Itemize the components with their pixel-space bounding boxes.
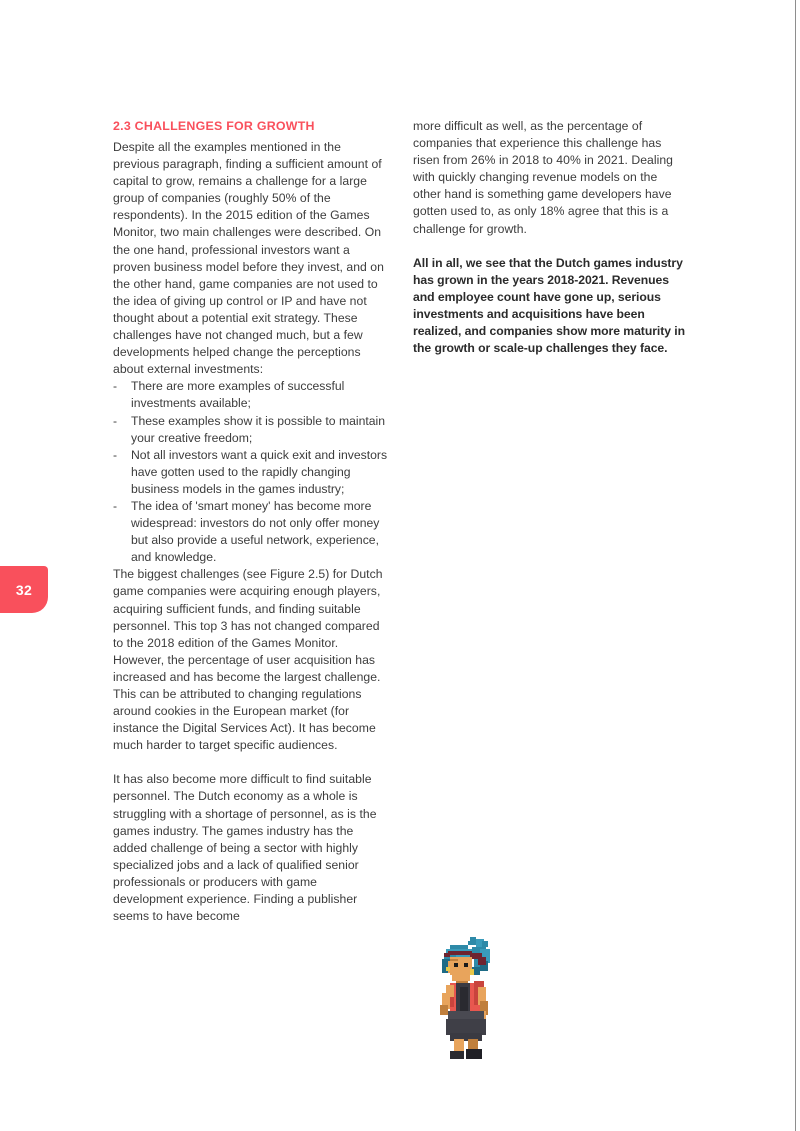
pixel-art-character-illustration — [430, 935, 502, 1063]
two-column-body — [113, 118, 689, 925]
list-item-text: The idea of 'smart money' has become more widespread: investors do not only offer money but also provide a useful network, experience, and knowledge. — [131, 498, 380, 565]
list-item-text: There are more examples of successful investments available; — [131, 379, 345, 411]
list-item — [113, 498, 388, 566]
list-item — [113, 413, 388, 447]
list-bullet-marker: - — [113, 413, 118, 428]
page-number: 32 — [15, 581, 33, 598]
list-bullet-marker: - — [113, 379, 118, 394]
paragraph-conclusion: All in all, we see that the Dutch games industry has grown in the years 2018-2021. Revenues and employee count have gone up, serious investments and acquisitions have been realized, and companies show more maturity in the growth or scale-up challenges they face. — [413, 255, 686, 356]
paragraph-intro: Despite all the examples mentioned in the previous paragraph, finding a sufficient amount of capital to grow, remains a challenge for a large group of companies (roughly 50% of the respondents). In the 2015 edition of the Games Monitor, two main challenges were described. On the one hand, professional investors want a proven business model before they invest, and on the other hand, game companies are not used to the idea of giving up control or IP and have not thought about a potential exit strategy. These challenges have not changed much, but a few developments helped change the perceptions about external investments: — [113, 140, 384, 377]
page-border-right — [795, 0, 796, 1131]
section-heading: 2.3 CHALLENGES FOR GROWTH — [113, 119, 315, 133]
character-legs — [450, 1039, 482, 1059]
list-item — [113, 447, 388, 498]
list-bullet-marker: - — [113, 447, 118, 462]
character-head — [446, 957, 474, 985]
list-item-text: These examples show it is possible to maintain your creative freedom; — [131, 413, 386, 445]
paragraph-biggest-challenges: The biggest challenges (see Figure 2.5) for Dutch game companies were acquiring enough players, acquiring sufficient funds, and finding suitable personnel. This top 3 has not changed compared to the 2018 edition of the Games Monitor. However, the percentage of user acquisition has increased and has become the largest challenge. This can be attributed to changing regulations around cookies in the European market (for instance the Digital Services Act). It has become much harder to target specific audiences. — [113, 567, 383, 753]
list-item — [113, 378, 388, 412]
list-bullet-marker: - — [113, 498, 118, 513]
left-column — [113, 118, 388, 925]
paragraph-personnel: It has also become more difficult to find suitable personnel. The Dutch economy as a whole is struggling with a shortage of personnel, as is the games industry. The games industry has the added challenge of being a sector with highly specialized jobs and a lack of qualified senior professionals or producers with game development experience. Finding a publisher seems to have become — [113, 772, 377, 924]
page-number-tab — [0, 566, 48, 613]
list-item-text: Not all investors want a quick exit and investors have gotten used to the rapidly changing business models in the games industry; — [131, 447, 388, 496]
paragraph-publisher-continued: more difficult as well, as the percentage of companies that experience this challenge has risen from 26% in 2018 to 40% in 2021. Dealing with quickly changing revenue models on the other hand is something game developers have gotten used to, as only 18% agree that this is a challenge for growth. — [413, 119, 673, 236]
right-column — [413, 118, 688, 925]
developments-list — [113, 378, 388, 566]
character-skirt — [446, 1011, 486, 1041]
